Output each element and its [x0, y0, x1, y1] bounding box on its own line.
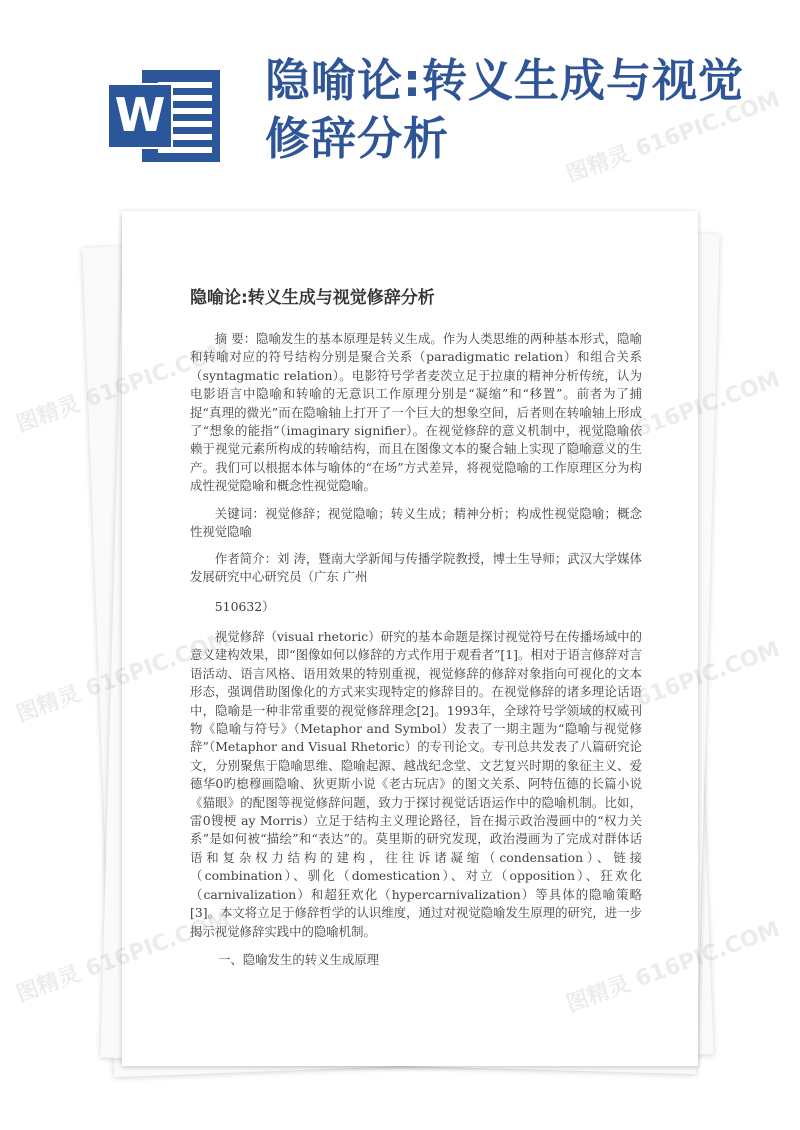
svg-text:W: W: [114, 88, 166, 142]
postcode-line: 510632）: [214, 599, 275, 614]
watermark-text: 图精灵: [13, 961, 84, 1008]
watermark-text: 616PIC.COM: [632, 637, 784, 713]
body-paragraph: 视觉修辞（visual rhetoric）研究的基本命题是探讨视觉符号在传播场域中的意义建构效果，即“图像如何以修辞的方式作用于观看者”[1]。相对于语言修辞对言语活动、语言风格、语用效果的特别重视，视觉修辞的修辞对象指向可视化的文本形态，强调借助图像化的方式来实现特定的修辞目的。在视觉修辞的诸多理论话语中，隐喻是一种非常重要的视觉修辞理念[2]。1993年，全球符号学领域的权威刊物《隐喻与符号》（Metaphor and Symbol）发表了一期主题为“隐喻与视觉修辞”（Metaphor and Visual Rhetoric）的专刊论文。专刊总共发表了八篇研究论文，分别聚焦于隐喻思维、隐喻起源、越战纪念堂、文艺复兴时期的象征主义、爱德华0旳㮩穆画隐喻、狄更斯小说《老古玩店》的图文关系、阿特伍德的长篇小说《猫眼》的配图等视觉修辞问题，致力于探讨视觉话语运作中的隐喻机制。比如，雷0锼梗 ay Morris）立足于结构主义理论路径，旨在揭示政治漫画中的“权力关系”是如何被“描绘”和“表达”的。莫里斯的研究发现，政治漫画为了完成对群体话语和复杂权力结构的建构，往往诉诸凝缩（condensation）、链接（combination）、驯化（domestication）、对立（opposition）、狂欢化（carnivalization）和超狂欢化（hypercarnivalization）等具体的隐喻策略[3]。本文将立足于修辞哲学的认识维度，通过对视觉隐喻发生原理的研究，进一步揭示视觉修辞实践中的隐喻机制。: [190, 629, 642, 939]
watermark-text: 图精灵: [13, 681, 84, 728]
banner: [0, 0, 800, 205]
word-document-icon: [108, 66, 224, 166]
watermark-text: 图精灵: [13, 391, 84, 438]
abstract-paragraph: 摘 要：隐喻发生的基本原理是转义生成。作为人类思维的两种基本形式，隐喻和转喻对应的符号结构分别是聚合关系（paradigmatic relation）和组合关系（syntagmatic relation）。电影符号学者麦茨立足于拉康的精神分析传统，认为电影语言中隐喻和转喻的无意识工作原理分别是“凝缩”和“移置”。前者为了捕捉“真理的微光”而在隐喻轴上打开了一个巨大的想象空间，后者则在转喻轴上形成了“想象的能指”（imaginary signifier）。在视觉修辞的意义机制中，视觉隐喻依赖于视觉元素所构成的转喻结构，而且在图像文本的聚合轴上实现了隐喻意义的生产。我们可以根据本体与喻体的“在场”方式差异，将视觉隐喻的工作原理区分为构成性视觉隐喻和概念性视觉隐喻。: [190, 331, 642, 494]
keywords-paragraph: 关键词：视觉修辞；视觉隐喻；转义生成；精神分析；构成性视觉隐喻；概念性视觉隐喻: [190, 506, 642, 540]
author-paragraph: 作者简介：刘 涛，暨南大学新闻与传播学院教授，博士生导师；武汉大学媒体发展研究中心研究员（广东 广州: [190, 551, 642, 585]
document-title: 隐喻论:转义生成与视觉修辞分析: [190, 288, 435, 308]
banner-title: 隐喻论:转义生成与视觉修辞分析: [265, 54, 744, 165]
section-heading: 一、隐喻发生的转义生成原理: [218, 952, 380, 967]
document-page: [122, 211, 698, 1066]
